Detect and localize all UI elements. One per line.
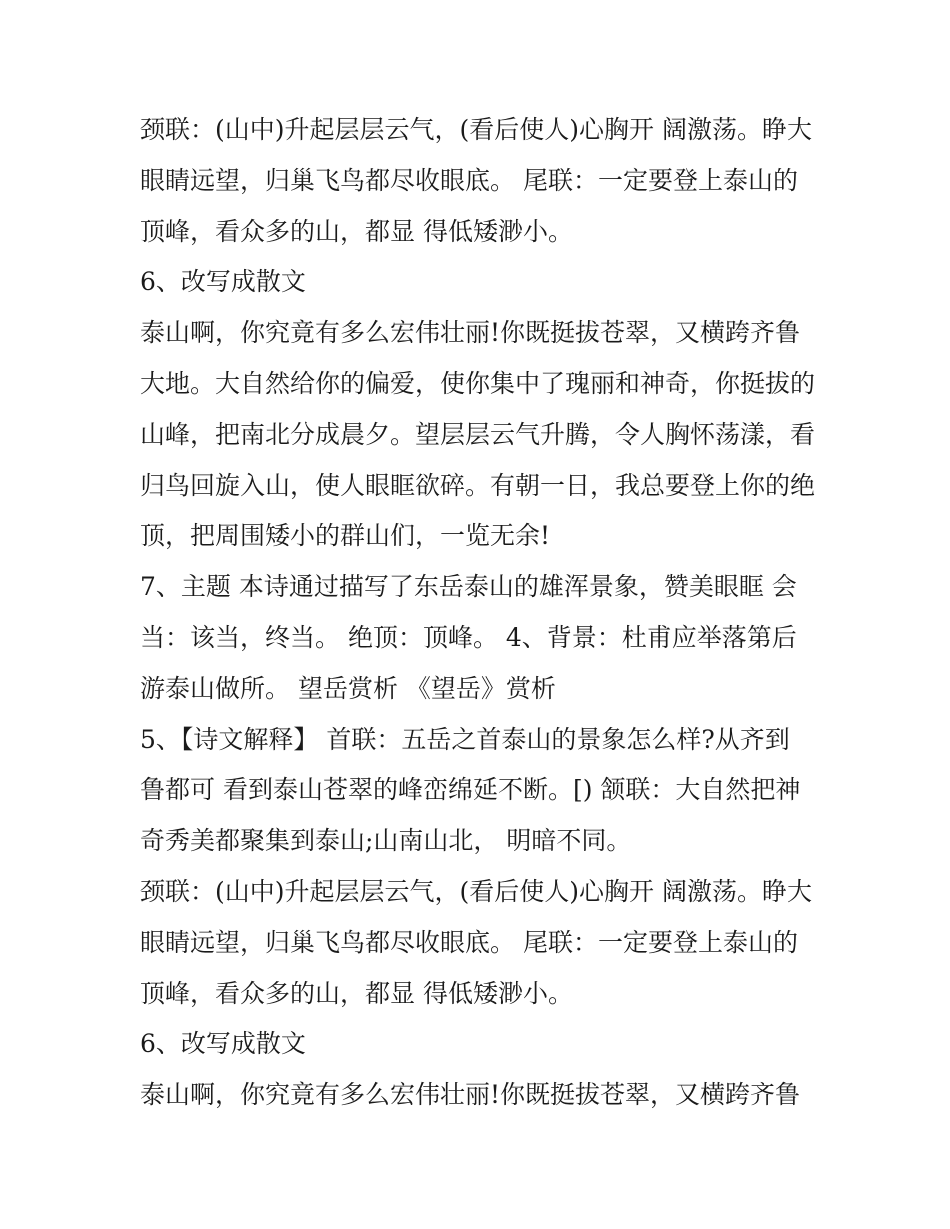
text-line: 顶，把周围矮小的群山们，一览无余!	[140, 521, 551, 551]
text-line: 顶峰，看众多的山，都显 得低矮渺小。	[140, 216, 573, 246]
text-line: 鲁都可 看到泰山苍翠的峰峦绵延不断。[) 颔联：大自然把神	[140, 775, 801, 805]
text-line: 奇秀美都聚集到泰山;山南山北， 明暗不同。	[140, 826, 632, 856]
text-line: 颈联：(山中)升起层层云气，(看后使人)心胸开 阔激荡。睁大	[140, 115, 812, 144]
text-line: 游泰山做所。 望岳赏析 《望岳》赏析	[140, 673, 556, 703]
document-body	[140, 105, 840, 1121]
text-line: 大地。大自然给你的偏爱，使你集中了瑰丽和神奇，你挺拔的	[140, 368, 816, 398]
text-line: 眼睛远望，归巢飞鸟都尽收眼底。 尾联：一定要登上泰山的	[140, 165, 798, 195]
text-line: 泰山啊，你究竟有多么宏伟壮丽!你既挺拔苍翠，又横跨齐鲁	[140, 1080, 801, 1110]
text-line: 6、改写成散文	[140, 1029, 306, 1059]
text-line: 5、【诗文解释】 首联：五岳之首泰山的景象怎么样?从齐到	[140, 724, 790, 754]
text-line: 眼睛远望，归巢飞鸟都尽收眼底。 尾联：一定要登上泰山的	[140, 927, 798, 957]
text-line: 7、主题 本诗通过描写了东岳泰山的雄浑景象，赞美眼眶 会	[140, 572, 797, 602]
text-line: 顶峰，看众多的山，都显 得低矮渺小。	[140, 978, 573, 1008]
text-line: 泰山啊，你究竟有多么宏伟壮丽!你既挺拔苍翠，又横跨齐鲁	[140, 318, 801, 348]
text-line: 颈联：(山中)升起层层云气，(看后使人)心胸开 阔激荡。睁大	[140, 876, 812, 906]
text-line: 归鸟回旋入山，使人眼眶欲碎。有朝一日，我总要登上你的绝	[140, 470, 816, 500]
text-line: 6、改写成散文	[140, 267, 306, 297]
text-line: 山峰，把南北分成晨夕。望层层云气升腾，令人胸怀荡漾，看	[140, 419, 816, 449]
text-line: 当：该当，终当。 绝顶：顶峰。 4、背景：杜甫应举落第后	[140, 622, 797, 652]
